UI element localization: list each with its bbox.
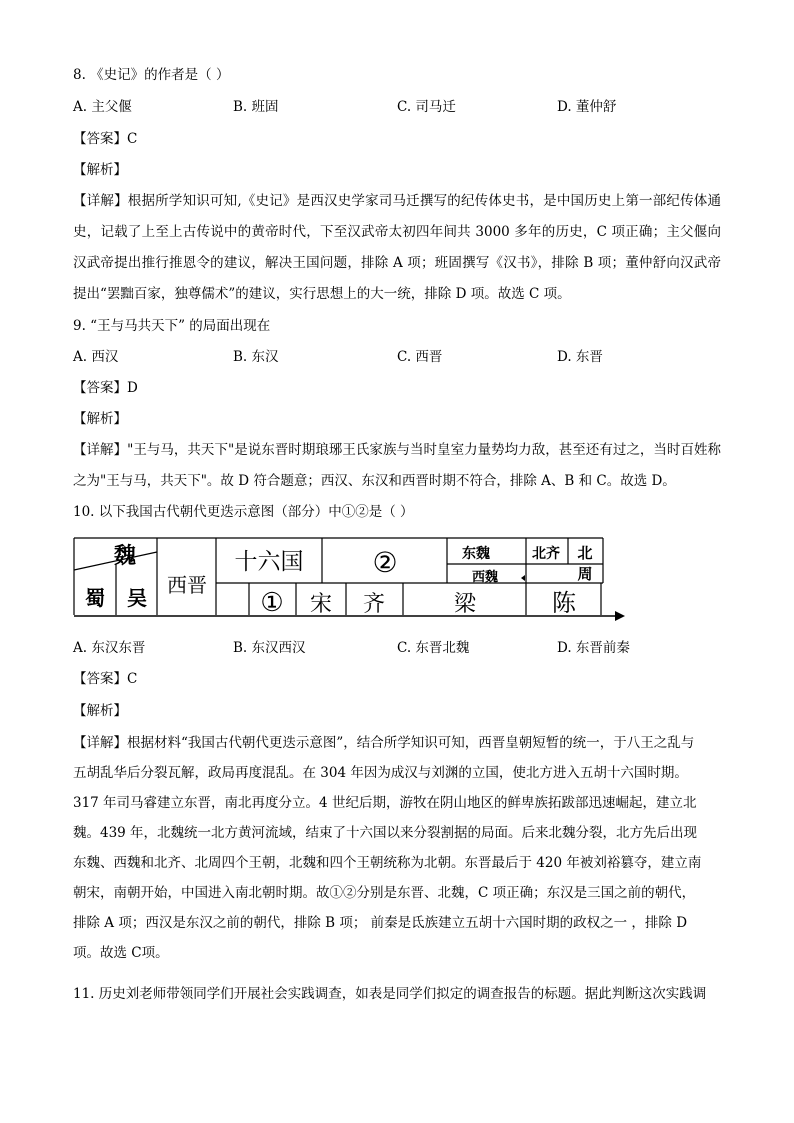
q8-answer: 【答案】C (73, 131, 138, 147)
label-qi: 齐 (362, 592, 386, 617)
label-shiliuguo: 十六国 (234, 549, 304, 575)
q9-option-a: A. 西汉 (73, 349, 119, 365)
label-chen: 陈 (552, 589, 576, 617)
q10-stem: 10. 以下我国古代朝代更迭示意图（部分）中①②是（ ） (73, 504, 414, 520)
q8-option-c: C. 司马迁 (397, 99, 456, 115)
label-bei: 北 (577, 544, 593, 562)
label-circle-1: ① (260, 588, 284, 618)
q11-stem: 11. 历史刘老师带领同学们开展社会实践调查，如表是同学们拟定的调查报告的标题。据此判断这次实践调 (73, 986, 707, 1002)
label-wei: 魏 (113, 543, 137, 569)
q10-option-d: D. 东晋前秦 (557, 640, 630, 656)
q10-option-c: C. 东晋北魏 (397, 640, 470, 656)
q9-option-c: C. 西晋 (397, 349, 443, 365)
q10-detail (73, 728, 721, 968)
q10-analysis-label: 【解析】 (73, 703, 127, 719)
label-song: 宋 (309, 592, 333, 617)
q8-detail: 【详解】根据所学知识可知,《史记》是西汉史学家司马迁撰写的纪传体史书，是中国历史上第一部纪传体通史，记载了上至上古传说中的黄帝时代，下至汉武帝太初四年间共 3000 多年的历史，C 项正确；主父偃向汉武帝提出推行推恩令的建议，解决王国问题，排除 A 项；班固撰写《汉书》，排除 B 项；董仲舒向汉武帝提出“罢黜百家，独尊儒术”的建议，实行思想上的大一统，排除 D 项。故选 C 项。 (73, 193, 721, 302)
q8-analysis-label: 【解析】 (73, 162, 127, 178)
q9-analysis-label: 【解析】 (73, 411, 127, 427)
label-wu: 吴 (127, 586, 147, 610)
q10-option-a: A. 东汉东晋 (73, 640, 146, 656)
label-xiwei: 西魏 (471, 570, 499, 585)
q8-option-b: B. 班固 (233, 99, 279, 115)
q10-detail-line: 排除 A 项；西汉是东汉之前的朝代，排除 B 项； 前秦是氐族建立五胡十六国时期的政权之一 ，排除 D (73, 915, 688, 931)
q9-answer: 【答案】D (73, 380, 138, 396)
label-shu: 蜀 (85, 586, 105, 610)
dynasty-timeline-diagram (73, 536, 625, 622)
label-zhou: 周 (577, 565, 593, 583)
q10-detail-line: 【详解】根据材料“我国古代朝代更迭示意图”，结合所学知识可知，西晋皇朝短暂的统一，于八王之乱与 (73, 735, 695, 751)
label-circle-2: ② (372, 546, 398, 579)
q9-option-d: D. 东晋 (557, 349, 603, 365)
q10-detail-line: 项。故选 C项。 (73, 945, 169, 961)
q10-detail-line: 五胡乱华后分裂瓦解，政局再度混乱。在 304 年因为成汉与刘渊的立国，使北方进入五胡十六国时期。 (73, 765, 688, 781)
q8-option-d: D. 董仲舒 (557, 99, 617, 115)
q10-option-b: B. 东汉西汉 (233, 640, 306, 656)
q8-stem: 8. 《史记》的作者是（ ） (73, 67, 230, 83)
label-beiqi: 北齐 (532, 546, 560, 562)
q10-detail-line: 东魏、西魏和北齐、北周四个王朝，北魏和四个王朝统称为北朝。东晋最后于 420 年被刘裕篡夺，建立南 (73, 855, 702, 871)
q9-detail: 【详解】"王与马，共天下"是说东晋时期琅琊王氏家族与当时皇室力量势均力敌，甚至还有过之，当时百姓称之为"王与马，共天下"。故 D 符合题意；西汉、东汉和西晋时期不符合，排除 A、B 和 C。故选 D。 (73, 442, 721, 489)
q9-stem: 9. “王与马共天下” 的局面出现在 (73, 318, 271, 334)
q10-detail-line: 朝宋，南朝开始，中国进入南北朝时期。故①②分别是东晋、北魏，C 项正确；东汉是三国之前的朝代， (73, 885, 696, 901)
label-xijin: 西晋 (167, 573, 207, 597)
q10-detail-line: 魏。439 年，北魏统一北方黄河流域，结束了十六国以来分裂割据的局面。后来北魏分裂，北方先后出现 (73, 825, 698, 841)
q9-option-b: B. 东汉 (233, 349, 279, 365)
q10-answer: 【答案】C (73, 671, 138, 687)
label-dongwei: 东魏 (462, 546, 490, 562)
q10-detail-line: 317 年司马睿建立东晋，南北再度分立。4 世纪后期，游牧在阴山地区的鲜卑族拓跋部迅速崛起，建立北 (73, 795, 697, 811)
q8-option-a: A. 主父偃 (73, 99, 132, 115)
label-liang: 梁 (453, 592, 477, 617)
